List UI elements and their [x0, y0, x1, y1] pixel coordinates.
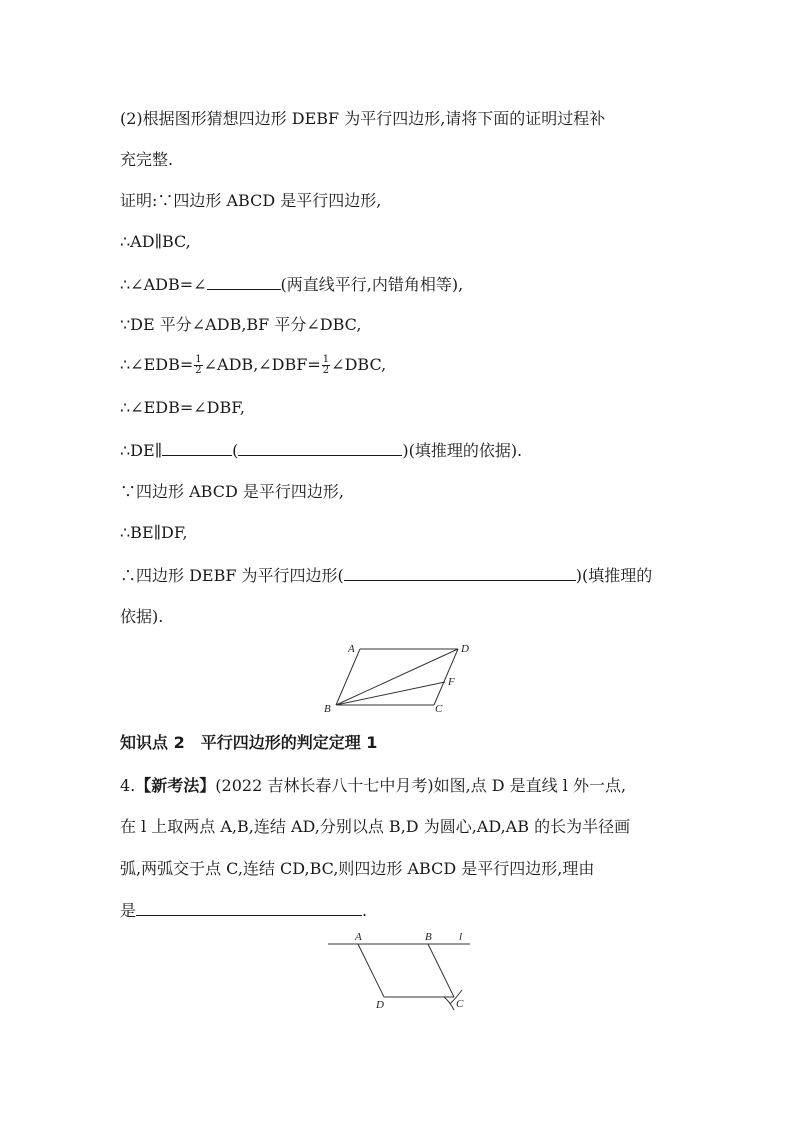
fraction-numerator: 1 [195, 354, 202, 365]
answer-blank-2[interactable] [162, 439, 232, 456]
label-B: B [425, 931, 432, 943]
parallelogram-figure-2 [320, 926, 480, 1016]
step2-post: (两直线平行,内错角相等), [280, 275, 464, 294]
section-title: 知识点 2 平行四边形的判定定理 1 [120, 733, 378, 752]
diagonal-BD [336, 649, 458, 705]
proof-start: 证明:∵四边形 ABCD 是平行四边形, [120, 191, 382, 210]
q4-line2: 在 l 上取两点 A,B,连结 AD,分别以点 B,D 为圆心,AD,AB 的长为半径画 [120, 817, 631, 836]
label-F: F [448, 676, 455, 688]
q4-line1 [120, 775, 626, 797]
step6-mid: ( [232, 441, 239, 460]
label-l: l [459, 931, 463, 943]
q4-line4-pre: 是 [120, 901, 137, 920]
proof-step-1: ∴AD∥BC, [120, 232, 191, 251]
parallelogram-figure-1 [320, 640, 480, 716]
proof-step-9 [120, 564, 652, 587]
label-D: D [376, 999, 384, 1011]
q4-line4-post: . [362, 901, 368, 920]
arc-from-B [444, 997, 454, 1010]
label-C: C [435, 703, 443, 715]
half-fraction [322, 355, 330, 376]
q4-number: 4. [120, 776, 136, 795]
label-D: D [461, 643, 469, 655]
segment-BC [428, 944, 454, 997]
proof-step-7: ∵四边形 ABCD 是平行四边形, [120, 482, 344, 501]
fraction-denominator: 2 [322, 365, 330, 376]
answer-blank-5[interactable] [136, 899, 362, 916]
q4-line3: 弧,两弧交于点 C,连结 CD,BC,则四边形 ABCD 是平行四边形,理由 [120, 859, 595, 878]
proof-step-2 [120, 273, 463, 296]
label-C: C [456, 998, 464, 1010]
step9-post: )(填推理的 [575, 566, 653, 585]
step4-a: ∴∠EDB= [120, 355, 194, 374]
proof-step-8: ∴BE∥DF, [120, 523, 188, 542]
proof-step-4 [120, 354, 386, 376]
answer-blank-3[interactable] [238, 439, 402, 456]
step6-post: )(填推理的依据). [402, 441, 523, 460]
proof-step-5: ∴∠EDB=∠DBF, [120, 398, 245, 417]
part2-line2: 充完整. [120, 150, 174, 169]
label-B: B [324, 703, 331, 715]
half-fraction [194, 355, 202, 376]
q4-tag: 【新考法】 [135, 776, 216, 795]
step6-pre: ∴DE∥ [120, 441, 163, 460]
q4-text1: (2022 吉林长春八十七中月考)如图,点 D 是直线 l 外一点, [215, 776, 627, 795]
step4-c: ∠DBC, [331, 355, 387, 374]
segment-AD [358, 944, 384, 997]
segment-BF [336, 682, 445, 705]
fraction-denominator: 2 [195, 365, 202, 376]
step9-pre: ∴四边形 DEBF 为平行四边形( [120, 566, 344, 585]
part2-line1: (2)根据图形猜想四边形 DEBF 为平行四边形,请将下面的证明过程补 [120, 109, 606, 128]
answer-blank-4[interactable] [344, 564, 576, 581]
proof-step-10: 依据). [120, 607, 164, 626]
proof-step-3: ∵DE 平分∠ADB,BF 平分∠DBC, [120, 315, 362, 334]
q4-line4 [120, 899, 367, 922]
label-A: A [348, 643, 355, 655]
fraction-numerator: 1 [322, 354, 330, 365]
label-A: A [355, 931, 362, 943]
segment-AB [336, 649, 360, 705]
proof-step-6 [120, 439, 522, 462]
step2-pre: ∴∠ADB=∠ [120, 275, 207, 294]
answer-blank-1[interactable] [207, 273, 281, 290]
step4-b: ∠ADB,∠DBF= [203, 355, 321, 374]
